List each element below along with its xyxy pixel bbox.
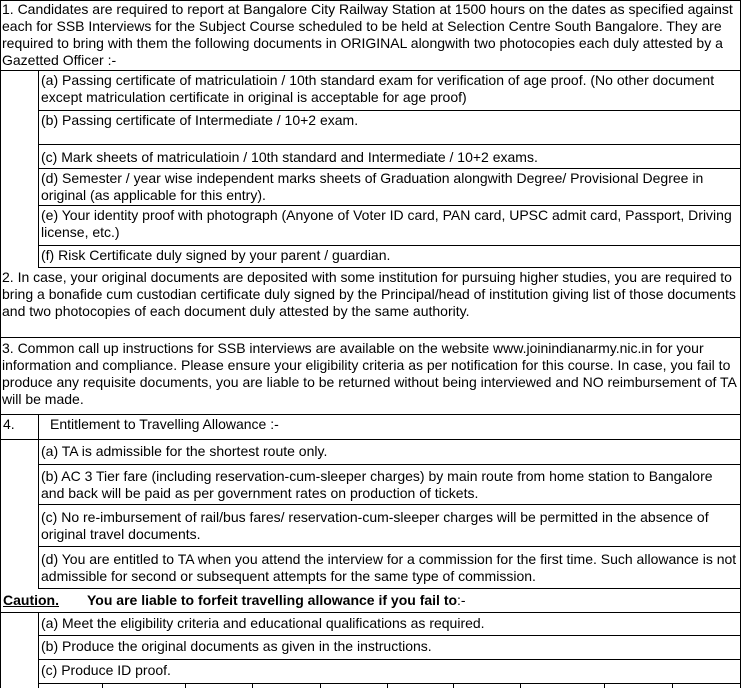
section-1-intro bbox=[0, 0, 741, 71]
section-1-item-f: (f) Risk Certificate duly signed by your parent / guardian. bbox=[38, 246, 741, 268]
section-1-item-c: (c) Mark sheets of matriculatioin / 10th standard and Intermediate / 10+2 exams. bbox=[38, 145, 741, 169]
section-1-item-a: (a) Passing certificate of matriculatioin / 10th standard exam for verification of age proof. (No other document except matriculation certificate in original is acceptable for age proof) bbox=[38, 71, 741, 111]
caution-item-a: (a) Meet the eligibility criteria and educational qualifications as required. bbox=[38, 613, 741, 636]
section-1-item-b: (b) Passing certificate of Intermediate / 10+2 exam. bbox=[38, 111, 741, 145]
caution-text: You are liable to forfeit travelling allowance if you fail to:- bbox=[87, 592, 466, 608]
section-1-indent-column bbox=[0, 71, 39, 268]
section-4-item-d: (d) You are entitled to TA when you attend the interview for a commission for the first time. Such allowance is not admissible for second or subsequent attempts for the same type of commission. bbox=[38, 547, 741, 589]
caution-label: Caution. bbox=[3, 592, 59, 608]
caution-item-c: (c) Produce ID proof. bbox=[38, 660, 741, 684]
section-4-number: 4. bbox=[3, 416, 15, 432]
caution-heading bbox=[0, 589, 741, 613]
section-1-item-d: (d) Semester / year wise independent marks sheets of Graduation alongwith Degree/ Provisional Degree in original (as applicable for this entry). bbox=[38, 169, 741, 206]
section-2 bbox=[0, 268, 741, 338]
section-4-title: Entitlement to Travelling Allowance :- bbox=[50, 416, 279, 432]
section-1-text: 1. Candidates are required to report at Bangalore City Railway Station at 1500 hours on the dates as specified against each for SSB Interviews for the Subject Course scheduled to be held at Selection Centre South Bangalore. They are required to bring with them the following documents in ORIGINAL alongwith two photocopies each duly attested by a Gazetted Officer :- bbox=[2, 1, 733, 68]
section-2-text: 2. In case, your original documents are deposited with some institution for pursuing higher studies, you are required to bring a bonafide cum custodian certificate duly signed by the Principal/head of institution giving list of those documents and two photocopies of each document duly attested by the same authority. bbox=[2, 269, 736, 319]
table-continuation-strip bbox=[0, 684, 741, 688]
section-4-indent-column bbox=[0, 440, 39, 589]
caution-item-b: (b) Produce the original documents as given in the instructions. bbox=[38, 636, 741, 660]
section-4-item-a: (a) TA is admissible for the shortest route only. bbox=[38, 440, 741, 465]
section-4-item-c: (c) No re-imbursement of rail/bus fares/ reservation-cum-sleeper charges will be permitted in the absence of original travel documents. bbox=[38, 505, 741, 547]
section-3 bbox=[0, 338, 741, 415]
section-4-item-b: (b) AC 3 Tier fare (including reservation-cum-sleeper charges) by main route from home station to Bangalore and back will be paid as per government rates on production of tickets. bbox=[38, 465, 741, 505]
section-4-heading bbox=[0, 415, 741, 440]
section-3-text: 3. Common call up instructions for SSB interviews are available on the website www.joinindianarmy.nic.in for your information and compliance. Please ensure your eligibility criteria as per notification for this course. In case, you fail to produce any requisite documents, you are liable to be returned without being interviewed and NO reimbursement of TA will be made. bbox=[2, 340, 737, 407]
section-1-item-e: (e) Your identity proof with photograph (Anyone of Voter ID card, PAN card, UPSC admit card, Passport, Driving license, etc.) bbox=[38, 206, 741, 246]
caution-indent-column bbox=[0, 613, 39, 684]
